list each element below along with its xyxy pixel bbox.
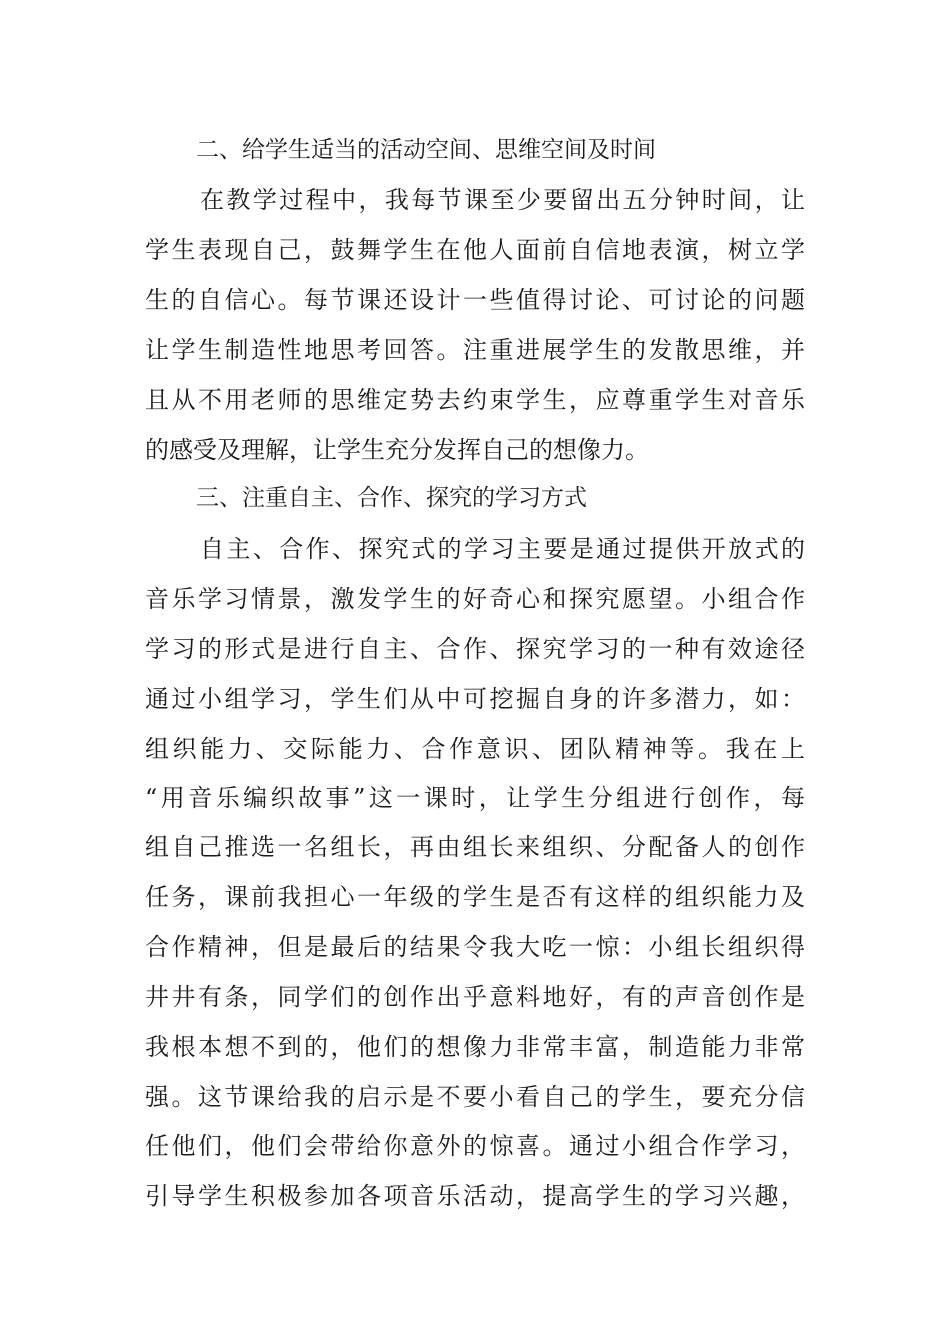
paragraph-line: 让学生制造性地思考回答。注重进展学生的发散思维，并 <box>145 336 805 364</box>
paragraph-line: 合作精神，但是最后的结果令我大吃一惊：小组长组织得 <box>145 933 805 961</box>
paragraph-line: 生的自信心。每节课还设计一些值得讨论、可讨论的问题 <box>145 286 805 314</box>
paragraph-line: 任他们，他们会带给你意外的惊喜。通过小组合作学习， <box>145 1132 805 1160</box>
paragraph-line: 组自己推选一名组长，再由组长来组织、分配备人的创作 <box>145 833 805 861</box>
paragraph-line: 强。这节课给我的启示是不要小看自己的学生，要充分信 <box>145 1083 805 1111</box>
paragraph-line: 组织能力、交际能力、合作意识、团队精神等。我在上 <box>145 735 805 763</box>
paragraph-line: 学习的形式是进行自主、合作、探究学习的一种有效途径 <box>145 635 805 663</box>
paragraph-line: 井井有条，同学们的创作出乎意料地好，有的声音创作是 <box>145 983 805 1011</box>
paragraph-line: 且从不用老师的思维定势去约束学生，应尊重学生对音乐 <box>145 386 805 414</box>
paragraph-line: 自主、合作、探究式的学习主要是通过提供开放式的 <box>200 535 805 563</box>
section-2-heading: 二、给学生适当的活动空间、思维空间及时间 <box>196 137 656 163</box>
paragraph-line: 在教学过程中，我每节课至少要留出五分钟时间，让 <box>200 186 805 214</box>
section-3-heading: 三、注重自主、合作、探究的学习方式 <box>196 485 587 511</box>
paragraph-line: 任务，课前我担心一年级的学生是否有这样的组织能力及 <box>145 883 805 911</box>
paragraph-line: 引导学生积极参加各项音乐活动，提高学生的学习兴趣， <box>145 1182 805 1210</box>
paragraph-line: 通过小组学习，学生们从中可挖掘自身的许多潜力，如： <box>145 685 805 713</box>
paragraph-line: 我根本想不到的，他们的想像力非常丰富，制造能力非常 <box>145 1033 805 1061</box>
paragraph-line: “用音乐编织故事”这一课时，让学生分组进行创作，每 <box>145 784 805 812</box>
paragraph-line: 学生表现自己，鼓舞学生在他人面前自信地表演，树立学 <box>145 236 805 264</box>
paragraph-line: 音乐学习情景，激发学生的好奇心和探究愿望。小组合作 <box>145 585 805 613</box>
paragraph-line: 的感受及理解，让学生充分发挥自己的想像力。 <box>145 436 649 464</box>
